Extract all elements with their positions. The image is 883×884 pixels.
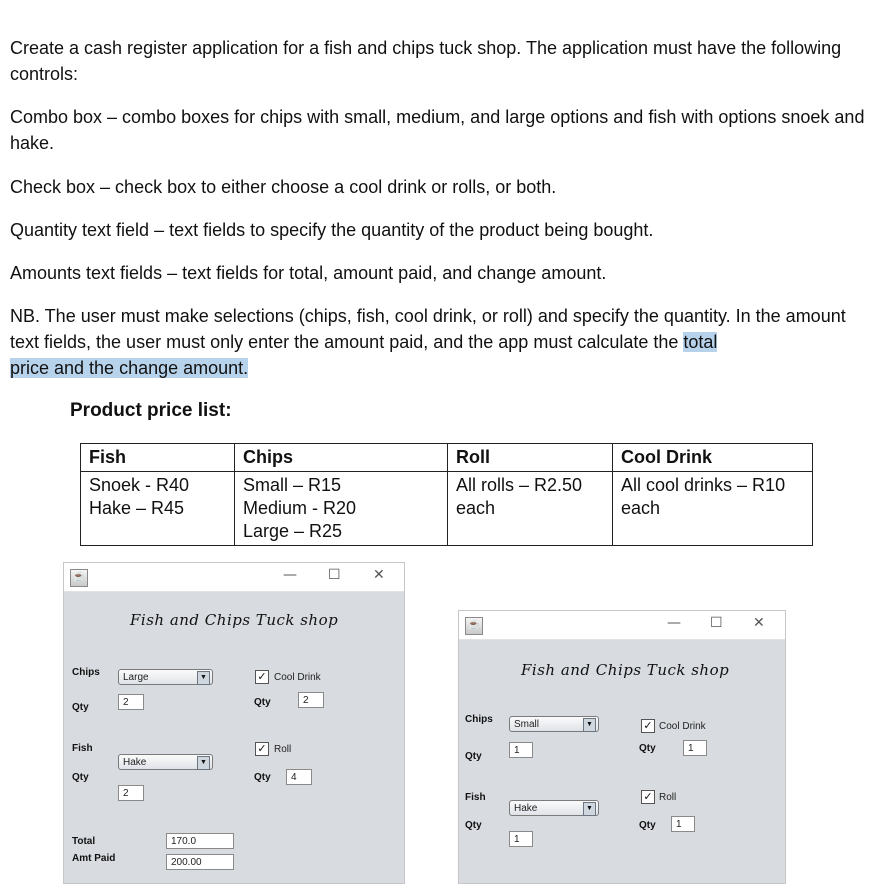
chips-qty-field[interactable]: 1 — [509, 742, 533, 758]
chevron-down-icon: ▼ — [583, 718, 596, 732]
fish-combo-value: Hake — [514, 803, 538, 814]
java-app-icon: ☕ — [465, 617, 483, 635]
chips-qty-field[interactable]: 2 — [118, 694, 144, 710]
cool-drink-checkbox[interactable]: ✓ — [641, 719, 655, 733]
price-line: All cool drinks – R10 — [621, 475, 786, 495]
chips-combo[interactable] — [509, 716, 599, 732]
roll-qty-field[interactable]: 4 — [286, 769, 312, 785]
close-icon[interactable]: ✕ — [373, 567, 385, 583]
table-header: Fish — [81, 444, 235, 472]
cool-drink-label: Cool Drink — [659, 721, 706, 732]
total-label: Total — [72, 836, 96, 847]
price-line: each — [621, 498, 661, 518]
app-window-screenshot-1 — [63, 562, 405, 884]
chips-label: Chips — [465, 714, 493, 725]
table-row — [81, 472, 813, 546]
app-title: Fish and Chips Tuck shop — [130, 611, 339, 629]
price-line: Small – R15 — [243, 475, 342, 495]
roll-checkbox[interactable]: ✓ — [641, 790, 655, 804]
roll-label: Roll — [659, 792, 677, 803]
nb-text: NB. The user must make selections (chips, fish, cool drink, or roll) and specify the quantity. In the amount text fields, the user must only enter the amount paid, and the app must calculate the — [10, 306, 846, 352]
price-list-heading: Product price list: — [70, 400, 232, 421]
price-line: All rolls – R2.50 — [456, 475, 583, 495]
chips-qty-label: Qty — [465, 751, 482, 762]
table-header: Cool Drink — [613, 444, 813, 472]
roll-label: Roll — [274, 744, 292, 755]
maximize-icon[interactable]: ☐ — [710, 615, 723, 631]
cool-drink-qty-field[interactable]: 2 — [298, 692, 324, 708]
fish-combo-value: Hake — [123, 757, 147, 768]
table-header-row — [81, 444, 813, 472]
paragraph-check-box: Check box – check box to either choose a cool drink or rolls, or both. — [10, 177, 557, 197]
fish-label: Fish — [465, 792, 486, 803]
java-app-icon: ☕ — [70, 569, 88, 587]
roll-checkbox[interactable]: ✓ — [255, 742, 269, 756]
price-line: Large – R25 — [243, 521, 343, 541]
paragraph-quantity-field: Quantity text field – text fields to specify the quantity of the product being bought. — [10, 220, 654, 240]
minimize-icon[interactable]: — — [283, 567, 297, 583]
chevron-down-icon: ▼ — [583, 802, 596, 816]
roll-qty-field[interactable]: 1 — [671, 816, 695, 832]
cool-drink-qty-field[interactable]: 1 — [683, 740, 707, 756]
highlighted-text: price and the change amount. — [10, 358, 249, 378]
price-line: each — [456, 498, 496, 518]
fish-qty-label: Qty — [465, 820, 482, 831]
window-title-bar — [459, 611, 785, 640]
fish-qty-label: Qty — [72, 772, 89, 783]
chips-combo-value: Large — [123, 672, 149, 683]
fish-combo[interactable] — [118, 754, 213, 770]
roll-qty-label: Qty — [254, 772, 271, 783]
chevron-down-icon: ▼ — [197, 756, 210, 770]
app-title: Fish and Chips Tuck shop — [521, 661, 730, 679]
price-line: Snoek - R40 — [89, 475, 190, 495]
minimize-icon[interactable]: — — [667, 615, 681, 631]
chips-label: Chips — [72, 667, 100, 678]
cool-drink-label: Cool Drink — [274, 672, 321, 683]
table-cell — [81, 472, 235, 546]
cool-drink-qty-label: Qty — [639, 743, 656, 754]
table-header: Roll — [448, 444, 613, 472]
highlighted-text: total — [683, 332, 718, 352]
paragraph-combo-box: Combo box – combo boxes for chips with small, medium, and large options and fish with options snoek and hake. — [10, 107, 865, 153]
table-cell — [613, 472, 813, 546]
chevron-down-icon: ▼ — [197, 671, 210, 685]
price-line: Hake – R45 — [89, 498, 185, 518]
close-icon[interactable]: ✕ — [753, 615, 765, 631]
fish-label: Fish — [72, 743, 93, 754]
app-window-screenshot-2 — [458, 610, 786, 884]
roll-qty-label: Qty — [639, 820, 656, 831]
paragraph-amount-fields: Amounts text fields – text fields for total, amount paid, and change amount. — [10, 263, 607, 283]
table-header: Chips — [235, 444, 448, 472]
table-cell — [448, 472, 613, 546]
fish-qty-field[interactable]: 2 — [118, 785, 144, 801]
amount-paid-label: Amt Paid — [72, 853, 116, 864]
chips-combo-value: Small — [514, 719, 540, 730]
cool-drink-checkbox[interactable]: ✓ — [255, 670, 269, 684]
chips-qty-label: Qty — [72, 702, 89, 713]
amount-paid-field[interactable]: 200.00 — [166, 854, 234, 870]
paragraph-intro: Create a cash register application for a fish and chips tuck shop. The application must have the following controls: — [10, 38, 842, 84]
maximize-icon[interactable]: ☐ — [328, 567, 341, 583]
table-cell — [235, 472, 448, 546]
chips-combo[interactable] — [118, 669, 213, 685]
total-field[interactable]: 170.0 — [166, 833, 234, 849]
fish-combo[interactable] — [509, 800, 599, 816]
cool-drink-qty-label: Qty — [254, 697, 271, 708]
price-table — [80, 443, 813, 546]
fish-qty-field[interactable]: 1 — [509, 831, 533, 847]
paragraph-nb — [10, 303, 878, 381]
window-title-bar — [64, 563, 404, 592]
price-line: Medium - R20 — [243, 498, 357, 518]
